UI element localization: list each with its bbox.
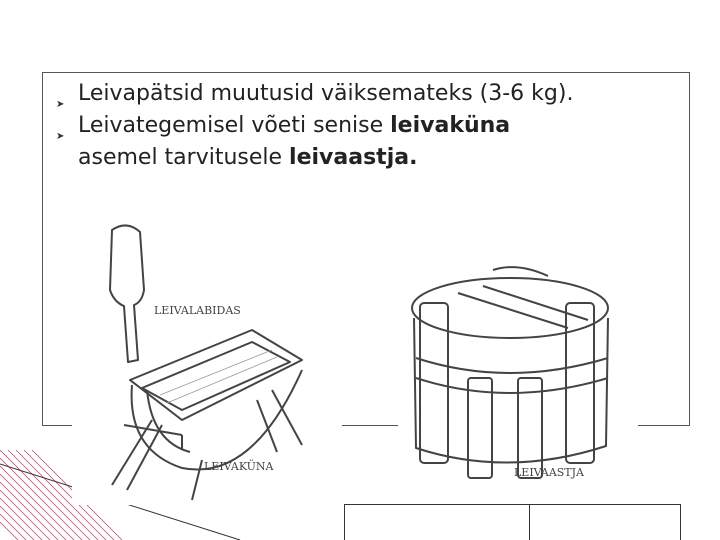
tub-illustration bbox=[398, 258, 638, 498]
arrow-right-icon: ➤ bbox=[56, 99, 65, 110]
bullet-emphasis: leivaastja. bbox=[289, 145, 418, 170]
bullet-emphasis: leivaküna bbox=[390, 113, 511, 138]
bullet-item bbox=[56, 78, 696, 110]
bullet-text: asemel tarvitusele bbox=[78, 145, 290, 170]
footer-box-left bbox=[344, 504, 530, 540]
footer-box-right bbox=[529, 504, 681, 540]
shovel-label: LEIVALABIDAS bbox=[154, 304, 241, 317]
bullet-text: Leivategemisel võeti senise bbox=[78, 113, 391, 138]
trough-label: LEIVAKÜNA bbox=[204, 460, 274, 473]
trough-illustration bbox=[72, 220, 342, 505]
tub-label: LEIVAASTJA bbox=[514, 466, 584, 479]
bullet-text: Leivapätsid muutusid väiksemateks (3-6 kg). bbox=[78, 81, 574, 106]
bullet-list bbox=[56, 78, 696, 174]
bullet-item bbox=[56, 110, 696, 174]
arrow-right-icon: ➤ bbox=[56, 131, 65, 142]
